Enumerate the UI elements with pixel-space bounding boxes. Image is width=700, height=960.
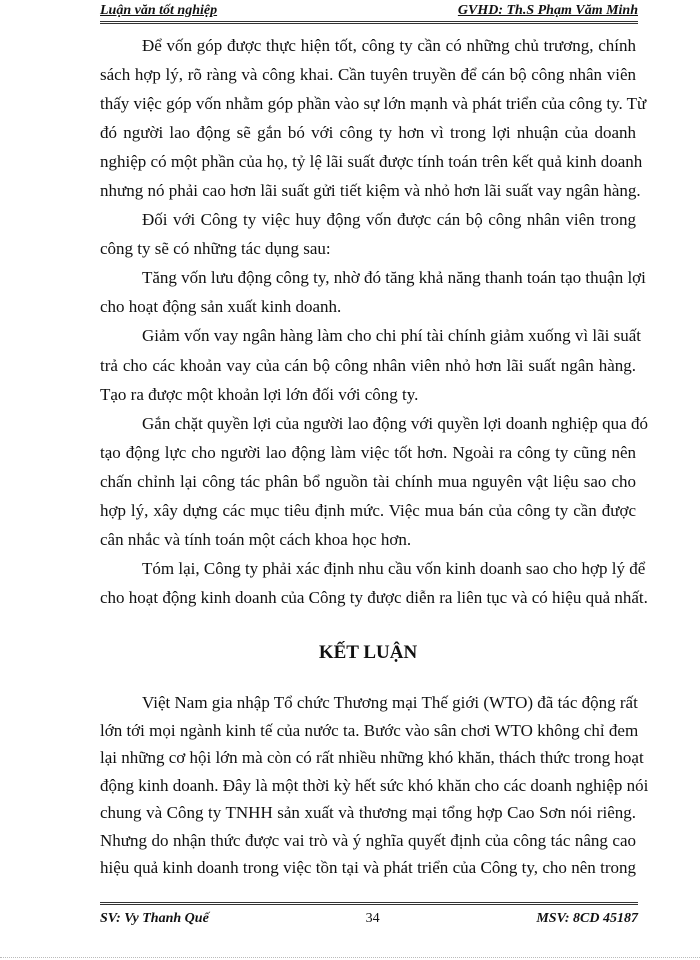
footer-student-id: MSV: 8CD 45187 [536, 911, 638, 926]
header-left: Luận văn tốt nghiệp [100, 3, 218, 18]
text-line: chấn chỉnh lại công tác phân bổ nguồn tài chính mua nguyên vật liệu sao cho [100, 471, 636, 491]
text-line: chung và Công ty TNHH sản xuất và thương mại tổng hợp Cao Sơn nói riêng. [100, 803, 636, 822]
text-line: trả cho các khoản vay của cán bộ công nhân viên nhỏ hơn lãi suất ngân hàng. [100, 355, 636, 375]
text-line: Giảm vốn vay ngân hàng làm cho chi phí tài chính giảm xuống vì lãi suất [142, 326, 642, 346]
page-boundary [0, 957, 700, 958]
paragraph [100, 689, 649, 882]
text-line: thấy việc góp vốn nhằm góp phần vào sự lớn mạnh và phát triển của công ty. Từ [100, 94, 647, 114]
text-line: lại những cơ hội lớn mà còn có rất nhiều những khó khăn, thách thức trong hoạt [100, 748, 644, 767]
text-line: cho hoạt động sản xuất kinh doanh. [100, 297, 342, 317]
text-line: công ty sẽ có những tác dụng sau: [100, 239, 331, 259]
text-line: lớn tới mọi ngành kinh tế của nước ta. Bước vào sân chơi WTO không chỉ đem [100, 720, 639, 740]
paragraph [100, 554, 648, 612]
text-line: tạo động lực cho người lao động làm việc tốt hơn. Ngoài ra công ty cũng nên [100, 442, 636, 462]
text-line: Gắn chặt quyền lợi của người lao động với quyền lợi doanh nghiệp qua đó [142, 413, 648, 433]
text-line: đó người lao động sẽ gắn bó với công ty hơn vì trong lợi nhuận của doanh [100, 123, 636, 143]
text-line: nghiệp có một phần của họ, tỷ lệ lãi suất được tính toán trên kết quả kinh doanh [100, 152, 643, 172]
text-line: Tạo ra được một khoản lợi lớn đối với công ty. [100, 384, 419, 404]
text-line: Việt Nam gia nhập Tổ chức Thương mại Thế giới (WTO) đã tác động rất [142, 693, 638, 712]
text-line: Tăng vốn lưu động công ty, nhờ đó tăng khả năng thanh toán tạo thuận lợi [142, 268, 646, 288]
paragraph [100, 263, 646, 321]
text-line: Nhưng do nhận thức được vai trò và ý nghĩa quyết định của công tác nâng cao [100, 830, 636, 850]
text-line: nhưng nó phải cao hơn lãi suất gửi tiết kiệm và nhỏ hơn lãi suất vay ngân hàng. [100, 181, 641, 201]
text-line: hợp lý, xây dựng các mục tiêu định mức. Việc mua bán của công ty cần được [100, 500, 636, 520]
text-line: hiệu quả kinh doanh trong việc tồn tại và phát triển của Công ty, cho nên trong [100, 858, 636, 877]
header-right: GVHD: Th.S Phạm Văm Minh [457, 3, 638, 18]
footer-divider [100, 902, 638, 905]
text-line: cho hoạt động kinh doanh của Công ty được diễn ra liên tục và có hiệu quả nhất. [100, 587, 648, 607]
paragraph [100, 409, 648, 554]
page-number: 34 [365, 911, 380, 926]
page-header [100, 3, 638, 24]
text-line: Để vốn góp được thực hiện tốt, công ty cần có những chủ trương, chính [142, 36, 636, 55]
page-footer [100, 911, 638, 927]
paragraph [100, 31, 647, 205]
body-text [100, 31, 648, 612]
text-line: Đối với Công ty việc huy động vốn được cán bộ công nhân viên trong [142, 210, 636, 230]
footer-student: SV: Vy Thanh Quế [100, 911, 209, 926]
paragraph [100, 205, 636, 263]
text-line: động kinh doanh. Đây là một thời kỳ hết sức khó khăn cho các doanh nghiệp nói [100, 775, 649, 795]
section-title: KẾT LUẬN [318, 642, 418, 663]
conclusion-text [100, 689, 649, 882]
text-line: cân nhắc và tính toán một cách khoa học hơn. [100, 529, 412, 549]
text-line: Tóm lại, Công ty phải xác định nhu cầu vốn kinh doanh sao cho hợp lý để [142, 558, 646, 578]
text-line: sách hợp lý, rõ ràng và công khai. Cần tuyên truyền để cán bộ công nhân viên [100, 65, 636, 85]
paragraph [100, 321, 642, 408]
